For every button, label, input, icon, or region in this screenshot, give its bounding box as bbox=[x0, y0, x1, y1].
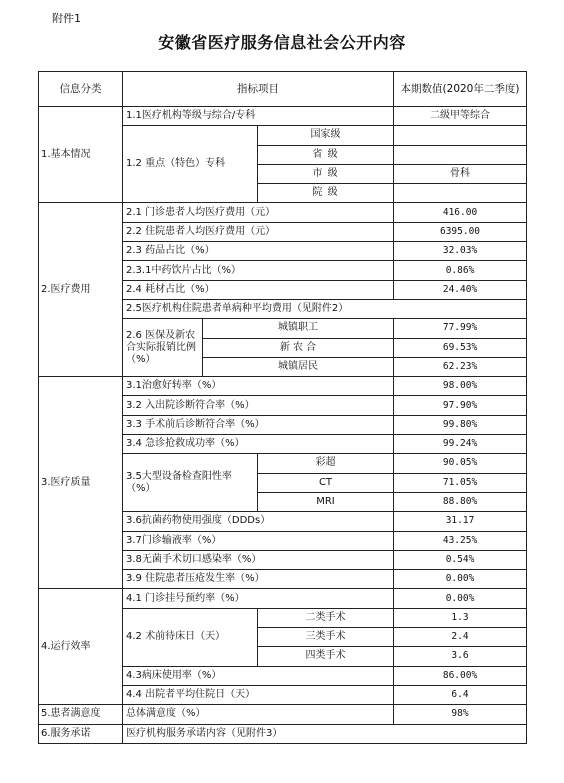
indicator-value: 0.86% bbox=[394, 261, 527, 280]
indicator-label: 2.5医疗机构住院患者单病种平均费用（见附件2） bbox=[123, 299, 527, 318]
category-efficiency: 4.运行效率 bbox=[39, 589, 123, 705]
table-row bbox=[39, 724, 527, 743]
table-row bbox=[39, 589, 527, 608]
sub-label: 二类手术 bbox=[258, 608, 394, 627]
sub-label: 城镇职工 bbox=[203, 319, 394, 338]
sub-label: CT bbox=[258, 473, 394, 492]
indicator-label: 3.3 手术前后诊断符合率（%） bbox=[123, 415, 394, 434]
indicator-value: 二级甲等综合 bbox=[394, 107, 527, 126]
indicator-value bbox=[394, 184, 527, 203]
table-row bbox=[39, 203, 527, 222]
header-category: 信息分类 bbox=[39, 72, 123, 107]
indicator-value: 0.00% bbox=[394, 589, 527, 608]
table-row bbox=[39, 377, 527, 396]
indicator-value: 99.80% bbox=[394, 415, 527, 434]
indicator-value: 43.25% bbox=[394, 531, 527, 550]
indicator-label: 2.6 医保及新农合实际报销比例（%） bbox=[123, 319, 203, 377]
table-row bbox=[39, 705, 527, 724]
indicator-value bbox=[394, 126, 527, 145]
indicator-label: 4.3病床使用率（%） bbox=[123, 666, 394, 685]
indicator-value: 2.4 bbox=[394, 628, 527, 647]
category-satisfaction: 5.患者满意度 bbox=[39, 705, 123, 724]
sub-label: 市 级 bbox=[258, 164, 394, 183]
indicator-value: 88.80% bbox=[394, 492, 527, 511]
indicator-value: 24.40% bbox=[394, 280, 527, 299]
indicator-label: 3.6抗菌药物使用强度（DDDs） bbox=[123, 512, 394, 531]
indicator-label: 4.1 门诊挂号预约率（%） bbox=[123, 589, 394, 608]
indicator-value: 71.05% bbox=[394, 473, 527, 492]
indicator-value: 0.54% bbox=[394, 550, 527, 569]
indicator-value: 98% bbox=[394, 705, 527, 724]
indicator-value: 90.05% bbox=[394, 454, 527, 473]
indicator-label: 3.5大型设备检查阳性率（%） bbox=[123, 454, 258, 512]
indicator-label: 2.3.1中药饮片占比（%） bbox=[123, 261, 394, 280]
disclosure-table bbox=[38, 71, 527, 744]
indicator-label: 2.2 住院患者人均医疗费用（元） bbox=[123, 222, 394, 241]
indicator-value: 86.00% bbox=[394, 666, 527, 685]
document-title: 安徽省医疗服务信息社会公开内容 bbox=[158, 33, 406, 52]
sub-label: 国家级 bbox=[258, 126, 394, 145]
sub-label: 四类手术 bbox=[258, 647, 394, 666]
indicator-value: 62.23% bbox=[394, 357, 527, 376]
indicator-value: 69.53% bbox=[394, 338, 527, 357]
indicator-label: 4.4 出院者平均住院日（天） bbox=[123, 685, 394, 704]
indicator-value bbox=[394, 145, 527, 164]
indicator-label: 3.1治愈好转率（%） bbox=[123, 377, 394, 396]
sub-label: 三类手术 bbox=[258, 628, 394, 647]
indicator-label: 2.3 药品占比（%） bbox=[123, 242, 394, 261]
category-basic: 1.基本情况 bbox=[39, 107, 123, 203]
indicator-label: 3.9 住院患者压疮发生率（%） bbox=[123, 570, 394, 589]
category-cost: 2.医疗费用 bbox=[39, 203, 123, 377]
indicator-value: 97.90% bbox=[394, 396, 527, 415]
indicator-value: 6.4 bbox=[394, 685, 527, 704]
indicator-value: 98.00% bbox=[394, 377, 527, 396]
indicator-value: 0.00% bbox=[394, 570, 527, 589]
sub-label: MRI bbox=[258, 492, 394, 511]
sub-label: 院 级 bbox=[258, 184, 394, 203]
indicator-value: 32.03% bbox=[394, 242, 527, 261]
table-header-row bbox=[39, 72, 527, 107]
indicator-value: 416.00 bbox=[394, 203, 527, 222]
indicator-value: 骨科 bbox=[394, 164, 527, 183]
indicator-value: 77.99% bbox=[394, 319, 527, 338]
sub-label: 城镇居民 bbox=[203, 357, 394, 376]
indicator-label: 3.2 入出院诊断符合率（%） bbox=[123, 396, 394, 415]
indicator-label: 总体满意度（%） bbox=[123, 705, 394, 724]
indicator-label: 1.1医疗机构等级与综合/专科 bbox=[123, 107, 394, 126]
indicator-label: 2.1 门诊患者人均医疗费用（元） bbox=[123, 203, 394, 222]
sub-label: 新 农 合 bbox=[203, 338, 394, 357]
table-row bbox=[39, 107, 527, 126]
indicator-value: 99.24% bbox=[394, 435, 527, 454]
indicator-label: 1.2 重点（特色）专科 bbox=[123, 126, 258, 203]
indicator-value: 3.6 bbox=[394, 647, 527, 666]
indicator-value: 6395.00 bbox=[394, 222, 527, 241]
sub-label: 彩超 bbox=[258, 454, 394, 473]
sub-label: 省 级 bbox=[258, 145, 394, 164]
header-value: 本期数值(2020年二季度) bbox=[394, 72, 527, 107]
indicator-label: 2.4 耗材占比（%） bbox=[123, 280, 394, 299]
category-service: 6.服务承诺 bbox=[39, 724, 123, 743]
indicator-label: 医疗机构服务承诺内容（见附件3） bbox=[123, 724, 527, 743]
attachment-label: 附件1 bbox=[52, 12, 81, 25]
indicator-value: 31.17 bbox=[394, 512, 527, 531]
category-quality: 3.医疗质量 bbox=[39, 377, 123, 589]
indicator-label: 3.8无菌手术切口感染率（%） bbox=[123, 550, 394, 569]
indicator-label: 3.4 急诊抢救成功率（%） bbox=[123, 435, 394, 454]
indicator-label: 3.7门诊输液率（%） bbox=[123, 531, 394, 550]
header-indicator: 指标项目 bbox=[123, 72, 394, 107]
indicator-value: 1.3 bbox=[394, 608, 527, 627]
indicator-label: 4.2 术前待床日（天） bbox=[123, 608, 258, 666]
